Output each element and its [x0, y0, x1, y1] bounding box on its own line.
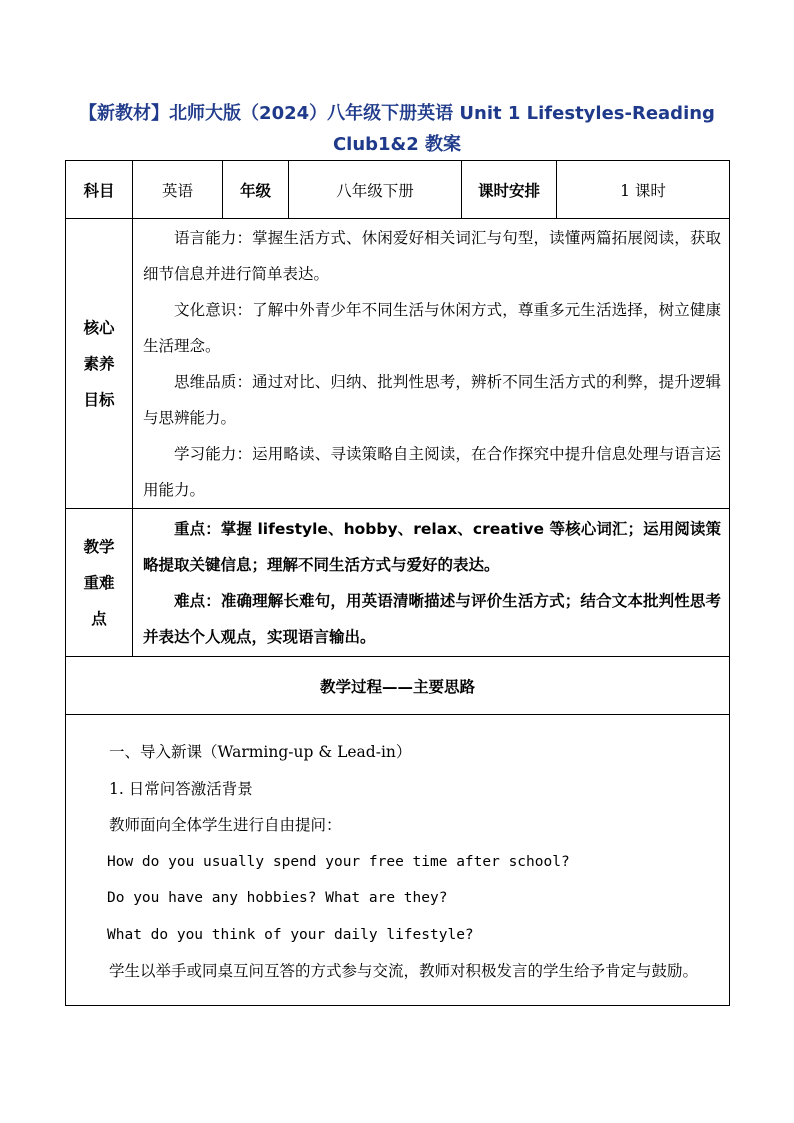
process-heading-row	[66, 657, 730, 715]
teacher-instruction: 教师面向全体学生进行自由提问：	[109, 816, 342, 835]
core-goals-label: 核心素养目标	[66, 219, 133, 509]
core-goals-row	[66, 219, 730, 509]
header-row	[66, 161, 730, 219]
subject-value: 英语	[133, 161, 223, 219]
process-heading: 教学过程——主要思路	[66, 657, 730, 715]
process-body-row	[66, 715, 730, 1006]
subject-label: 科目	[66, 161, 133, 219]
document-title: 【新教材】北师大版（2024）八年级下册英语 Unit 1 Lifestyles-Reading Club1&2 教案	[79, 103, 715, 155]
key-points-label: 教学重难点	[66, 509, 133, 657]
lesson-plan-table	[65, 160, 730, 1006]
key-point-difficulty: 难点：准确理解长难句，用英语清晰描述与评价生活方式；结合文本批判性思考并表达个人观点，实现语言输出。	[143, 591, 721, 646]
step-daily-qa: 1. 日常问答激活背景	[109, 779, 253, 798]
core-goals-content	[133, 219, 730, 509]
question-free-time: How do you usually spend your free time after school?	[107, 853, 570, 870]
goal-learning: 学习能力：运用略读、寻读策略自主阅读，在合作探究中提升信息处理与语言运用能力。	[143, 444, 721, 499]
key-points-content	[133, 509, 730, 657]
question-hobbies: Do you have any hobbies? What are they?	[107, 890, 448, 907]
goal-language: 语言能力：掌握生活方式、休闲爱好相关词汇与句型，读懂两篇拓展阅读，获取细节信息并进行简单表达。	[143, 228, 721, 283]
goal-thinking: 思维品质：通过对比、归纳、批判性思考，辨析不同生活方式的利弊，提升逻辑与思辨能力。	[143, 372, 721, 427]
goal-culture: 文化意识：了解中外青少年不同生活与休闲方式，尊重多元生活选择，树立健康生活理念。	[143, 300, 721, 355]
section-lead-in: 一、导入新课（Warming-up & Lead-in）	[109, 743, 412, 762]
key-point-focus: 重点：掌握 lifestyle、hobby、relax、creative 等核心词汇；运用阅读策略提取关键信息；理解不同生活方式与爱好的表达。	[143, 519, 721, 574]
schedule-label: 课时安排	[462, 161, 557, 219]
schedule-value: 1 课时	[557, 161, 730, 219]
question-lifestyle: What do you think of your daily lifestyle?	[107, 926, 474, 943]
process-body	[66, 715, 730, 1006]
grade-label: 年级	[223, 161, 289, 219]
grade-value: 八年级下册	[289, 161, 462, 219]
student-activity: 学生以举手或同桌互问互答的方式参与交流，教师对积极发言的学生给予肯定与鼓励。	[109, 962, 699, 981]
key-points-row	[66, 509, 730, 657]
